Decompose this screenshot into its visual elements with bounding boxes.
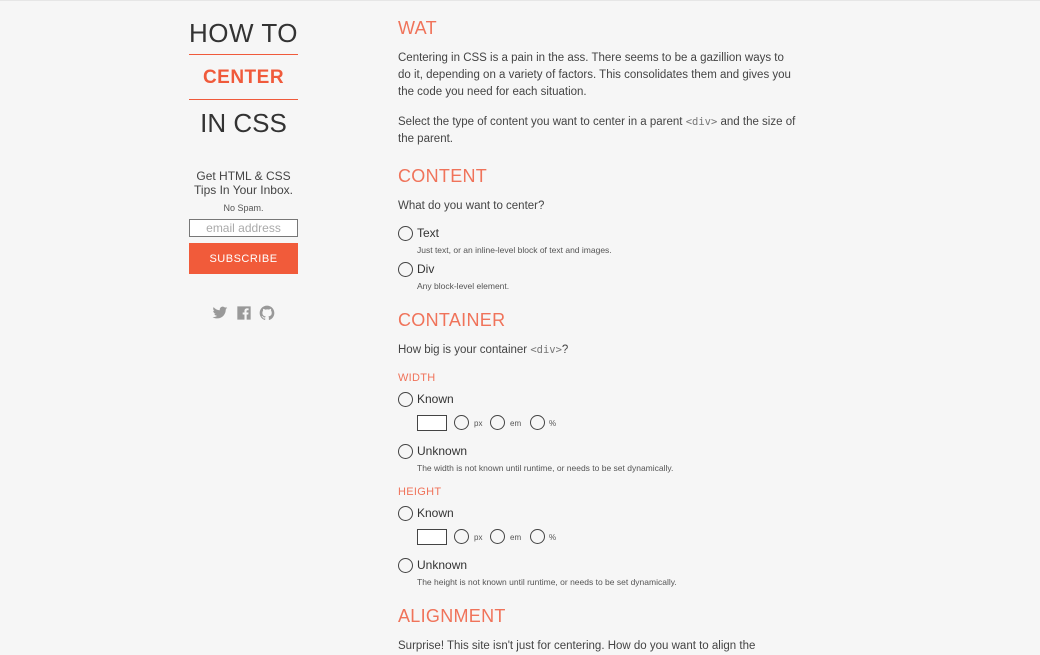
container-question-before: How big is your container — [398, 344, 531, 356]
height-known-label: Known — [417, 506, 454, 520]
height-label: HEIGHT — [398, 486, 442, 498]
height-px-radio[interactable] — [454, 529, 469, 544]
container-heading: CONTAINER — [398, 310, 506, 330]
div-code: <div> — [685, 116, 718, 128]
wat-intro: Centering in CSS is a pain in the ass. There seems to be a gazillion ways to do it, depending on a variety of factors. This consolidates them and gives you the code you need for each situation. — [398, 52, 791, 98]
width-em-radio[interactable] — [490, 415, 505, 430]
instructions-text-before: Select the type of content you want to center in a parent — [398, 116, 686, 128]
subscribe-button[interactable]: SUBSCRIBE — [189, 243, 298, 274]
div-radio[interactable] — [398, 262, 413, 277]
height-percent-label: % — [549, 533, 557, 542]
height-value-input[interactable] — [417, 529, 447, 545]
wat-heading: WAT — [398, 18, 437, 38]
logo-divider-top — [189, 54, 298, 55]
width-unknown-label: Unknown — [417, 444, 468, 458]
alignment-heading: ALIGNMENT — [398, 606, 506, 626]
facebook-icon[interactable] — [236, 305, 252, 321]
height-unknown-description: The height is not known until runtime, or needs to be set dynamically. — [417, 577, 677, 587]
div-description: Any block-level element. — [417, 281, 510, 291]
width-px-label: px — [474, 419, 483, 428]
container-div-code: <div> — [530, 344, 562, 356]
newsletter-heading — [179, 169, 308, 197]
height-px-label: px — [474, 533, 483, 542]
alignment-intro: Surprise! This site isn't just for centering. How do you want to align the — [398, 640, 756, 652]
width-unknown-description: The width is not known until runtime, or needs to be set dynamically. — [417, 463, 674, 473]
social-links — [212, 305, 276, 323]
width-percent-radio[interactable] — [530, 415, 545, 430]
height-em-label: em — [510, 533, 522, 542]
height-known-radio[interactable] — [398, 506, 413, 521]
width-label: WIDTH — [398, 372, 436, 384]
width-known-radio[interactable] — [398, 392, 413, 407]
div-label: Div — [417, 262, 435, 276]
width-value-input[interactable] — [417, 415, 447, 431]
width-em-label: em — [510, 419, 522, 428]
github-icon[interactable] — [259, 305, 275, 321]
wat-instructions — [398, 114, 798, 148]
container-question — [398, 342, 798, 359]
content-question: What do you want to center? — [398, 200, 545, 212]
height-unknown-label: Unknown — [417, 558, 468, 572]
height-percent-radio[interactable] — [530, 529, 545, 544]
email-input[interactable] — [189, 219, 298, 237]
width-known-label: Known — [417, 392, 454, 406]
width-unknown-radio[interactable] — [398, 444, 413, 459]
text-label: Text — [417, 226, 440, 240]
content-heading: CONTENT — [398, 166, 488, 186]
newsletter-line-2: Tips In Your Inbox. — [194, 183, 293, 197]
text-radio[interactable] — [398, 226, 413, 241]
logo-how-to: HOW TO — [189, 18, 298, 48]
logo-in-css: IN CSS — [200, 108, 287, 138]
twitter-icon[interactable] — [212, 305, 228, 321]
top-border — [0, 0, 1040, 1]
instructions-text-after: and the size of the parent. — [398, 116, 796, 145]
width-px-radio[interactable] — [454, 415, 469, 430]
logo-divider-bottom — [189, 99, 298, 100]
height-unknown-radio[interactable] — [398, 558, 413, 573]
newsletter-line-1: Get HTML & CSS — [196, 169, 291, 183]
logo-center: CENTER — [202, 67, 285, 88]
width-percent-label: % — [549, 419, 557, 428]
no-spam-note: No Spam. — [223, 203, 264, 213]
height-em-radio[interactable] — [490, 529, 505, 544]
container-question-after: ? — [561, 344, 569, 356]
text-description: Just text, or an inline-level block of text and images. — [417, 245, 612, 255]
